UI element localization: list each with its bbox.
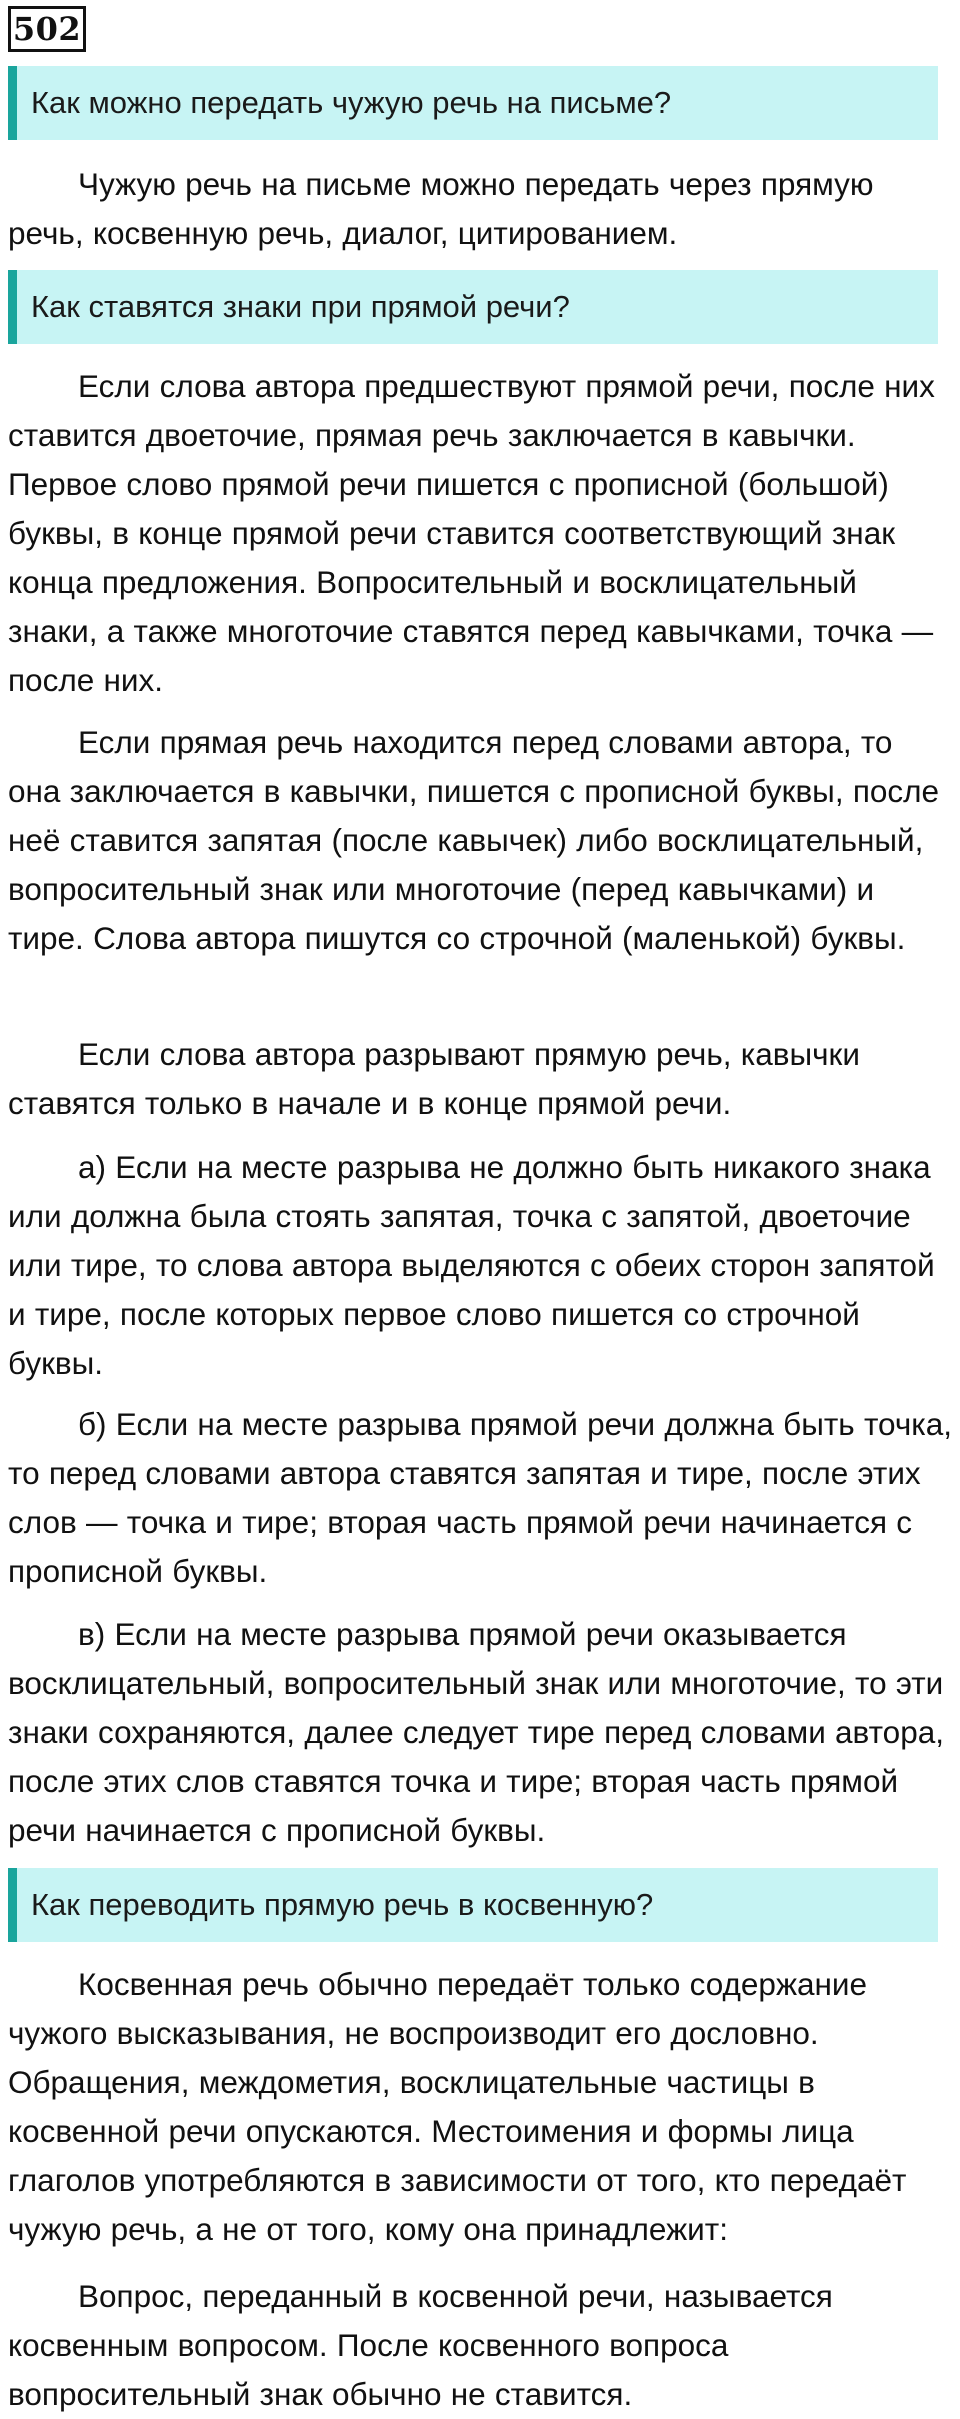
answer-paragraph: Если слова автора разрывают прямую речь, кавычки ставятся только в начале и в конце прямой речи. bbox=[8, 1036, 860, 1121]
answer-paragraph: Если слова автора предшествуют прямой речи, после них ставится двоеточие, прямая речь заключается в кавычки. Первое слово прямой речи пишется с прописной (большой) буквы, в конце прямой речи ставится соответствующий знак конца предложения. Вопросительный и восклицательный знаки, а также многоточие ставятся перед кавычками, точка — после них. bbox=[8, 368, 935, 698]
answer-paragraph: а) Если на месте разрыва не должно быть никакого знака или должна была стоять запятая, точка с запятой, двоеточие или тире, то слова автора выделяются с обеих сторон запятой и тире, после которых первое слово пишется со строчной буквы. bbox=[8, 1149, 935, 1381]
question-header: Как ставятся знаки при прямой речи? bbox=[8, 270, 938, 344]
answer-paragraph: в) Если на месте разрыва прямой речи оказывается восклицательный, вопросительный знак или многоточие, то эти знаки сохраняются, далее следует тире перед словами автора, после этих слов ставятся точка и тире; вторая часть прямой речи начинается с прописной буквы. bbox=[8, 1616, 944, 1848]
exercise-number: 502 bbox=[8, 6, 86, 52]
answer-paragraph: Чужую речь на письме можно передать через прямую речь, косвенную речь, диалог, цитированием. bbox=[8, 166, 874, 251]
question-header: Как переводить прямую речь в косвенную? bbox=[8, 1868, 938, 1942]
answer-paragraph: Если прямая речь находится перед словами автора, то она заключается в кавычки, пишется с прописной буквы, после неё ставится запятая (после кавычек) либо восклицательный, вопросительный знак или многоточие (перед кавычками) и тире. Слова автора пишутся со строчной (маленькой) буквы. bbox=[8, 724, 940, 956]
question-header: Как можно передать чужую речь на письме? bbox=[8, 66, 938, 140]
answer-paragraph: Косвенная речь обычно передаёт только содержание чужого высказывания, не воспроизводит его дословно. Обращения, междометия, восклицательные частицы в косвенной речи опускаются. Местоимения и формы лица глаголов употребляются в зависимости от того, кто передаёт чужую речь, а не от того, кому она принадлежит: bbox=[8, 1966, 907, 2247]
answer-paragraph: Вопрос, переданный в косвенной речи, называется косвенным вопросом. После косвенного вопроса вопросительный знак обычно не ставится. bbox=[8, 2278, 833, 2412]
answer-paragraph: б) Если на месте разрыва прямой речи должна быть точка, то перед словами автора ставятся запятая и тире, после этих слов — точка и тире; вторая часть прямой речи начинается с прописной буквы. bbox=[8, 1406, 952, 1589]
